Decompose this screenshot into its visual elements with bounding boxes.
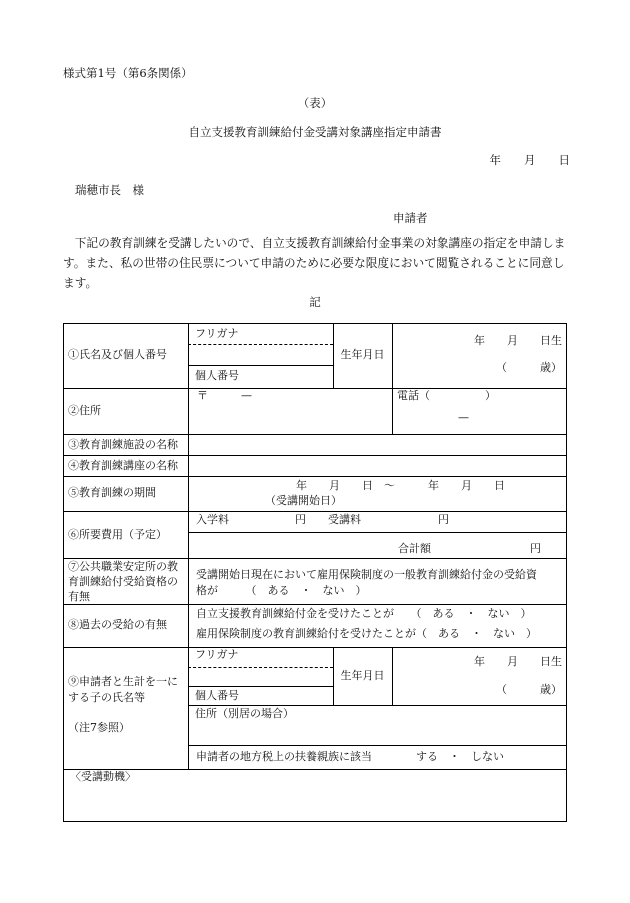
my-number-label: 個人番号 [195, 369, 239, 382]
table-rule-vertical [392, 323, 393, 434]
application-table [63, 323, 567, 822]
table-rule [188, 686, 333, 687]
applicant-label: 申請者 [393, 211, 428, 225]
table-rule [188, 745, 567, 746]
cost-total: 合計額 円 [398, 542, 541, 555]
facility-name-field [188, 434, 567, 455]
form-number: 様式第1号（第6条関係） [63, 66, 193, 80]
applicant-name-field [188, 344, 333, 365]
table-rule [63, 511, 567, 512]
table-rule [63, 604, 567, 605]
address-row-label: ②住所 [68, 404, 101, 417]
child-row-label: ⑨申請者と生計を一にする子の氏名等 [68, 675, 178, 704]
child-address-label: 住所（別居の場合） [195, 707, 294, 720]
age-value: （ 歳） [496, 361, 562, 374]
birth-date-value: 年 月 日生 [474, 334, 562, 347]
child-row-note: （注7参照） [68, 721, 130, 734]
period-row-label: ⑤教育訓練の期間 [68, 486, 156, 499]
past-benefit-line-2: 雇用保険制度の教育訓練給付を受けたことが（ ある ・ ない ） [196, 627, 537, 640]
table-rule-vertical [392, 647, 393, 705]
table-rule [188, 532, 567, 533]
postal-code: 〒 — [197, 389, 252, 402]
motive-label: 〈受講動機〉 [70, 770, 136, 783]
motive-field [63, 785, 567, 822]
birth-date-label: 生年月日 [340, 348, 385, 361]
past-row-label: ⑧過去の受給の有無 [68, 618, 167, 631]
table-rule [63, 476, 567, 477]
employment-row-label: ⑦公共職業安定所の教育訓練給付受給資格の有無 [68, 560, 178, 603]
dependent-status: 申請者の地方税上の扶養親族に該当 する ・ しない [196, 750, 504, 763]
cost-row-label: ⑥所要費用（予定） [68, 528, 167, 541]
table-rule [188, 705, 567, 706]
table-rule [188, 365, 333, 366]
side-label: （表） [297, 96, 333, 110]
name-row-label: ①氏名及び個人番号 [68, 348, 167, 361]
table-rule [63, 647, 567, 648]
child-age-value: （ 歳） [496, 683, 562, 696]
past-benefit-line-1: 自立支援教育訓練給付金を受けたことが （ ある ・ ない ） [196, 607, 532, 620]
phone-number: 電話（ ） [397, 389, 496, 402]
period-note: （受講開始日） [265, 494, 342, 507]
phone-dash: — [458, 411, 469, 424]
employment-eligibility-text: 受講開始日現在において雇用保険制度の一般教育訓練給付金の受給資格が （ ある ・ ない ） [196, 568, 537, 597]
cost-fees: 入学料 円 受講料 円 [196, 513, 449, 526]
child-birth-date-label: 生年月日 [340, 669, 385, 682]
course-name-field [188, 455, 567, 476]
child-furigana-label: フリガナ [195, 648, 239, 661]
period-range: 年 月 日 ～ 年 月 日 [296, 479, 505, 492]
child-birth-date-value: 年 月 日生 [474, 655, 562, 668]
furigana-label: フリガナ [195, 327, 239, 340]
child-my-number-label: 個人番号 [195, 689, 239, 702]
course-row-label: ④教育訓練講座の名称 [68, 459, 178, 472]
child-name-field [188, 667, 333, 686]
facility-row-label: ③教育訓練施設の名称 [68, 438, 178, 451]
application-date: 年 月 日 [489, 153, 570, 167]
intro-paragraph: 下記の教育訓練を受講したいので、自立支援教育訓練給付金事業の対象講座の指定を申請します。また、私の世帯の住民票について申請のために必要な限度において閲覧されることに同意します。 [63, 236, 566, 290]
ki-heading: 記 [309, 295, 321, 309]
addressee: 瑞穂市長 様 [75, 183, 144, 197]
document-title: 自立支援教育訓練給付金受講対象講座指定申請書 [188, 125, 442, 139]
table-rule-vertical [188, 323, 189, 769]
table-rule [63, 769, 567, 770]
